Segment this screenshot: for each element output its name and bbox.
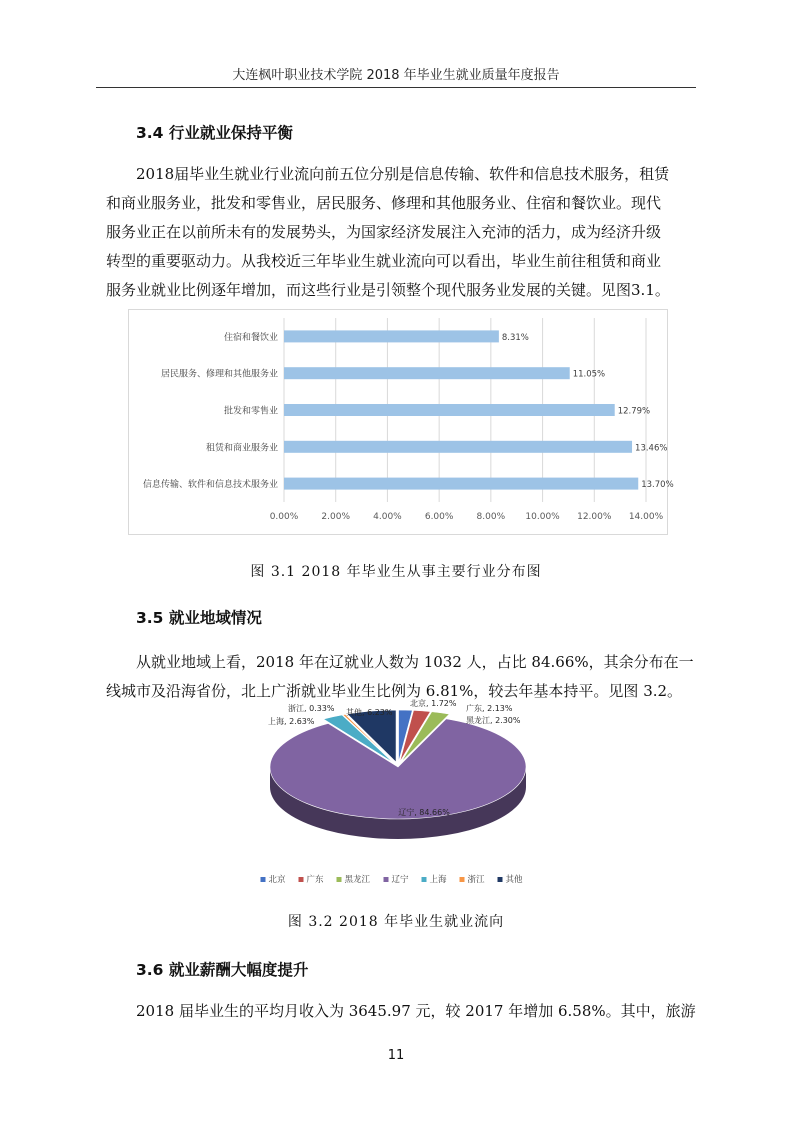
legend-swatch xyxy=(460,877,465,882)
legend-entry: 广东 xyxy=(306,875,324,885)
figure-caption-3-1: 图 3.1 2018 年毕业生从事主要行业分布图 xyxy=(250,564,542,580)
legend-swatch xyxy=(422,877,427,882)
legend-swatch xyxy=(384,877,389,882)
x-tick-label: 14.00% xyxy=(628,512,664,522)
legend-entry: 其他 xyxy=(505,875,523,885)
legend-swatch xyxy=(498,877,503,882)
industry-bar-chart xyxy=(128,309,674,535)
x-tick-label: 2.00% xyxy=(321,512,351,522)
legend-entry: 辽宁 xyxy=(391,875,409,885)
bar-value-label: 8.31% xyxy=(501,332,529,343)
bar xyxy=(284,478,638,490)
x-tick-label: 12.00% xyxy=(577,512,612,522)
region-pie-chart-svg xyxy=(248,697,548,893)
y-category-label: 信息传输、软件和信息技术服务业 xyxy=(142,480,278,491)
legend-entry: 浙江 xyxy=(467,875,485,885)
region-pie-chart xyxy=(248,697,548,893)
pie-top-group xyxy=(270,710,526,819)
bar-value-label: 12.79% xyxy=(617,406,651,417)
section-heading-3-6: 3.6 就业薪酬大幅度提升 xyxy=(136,961,309,979)
bar xyxy=(284,441,632,453)
bar xyxy=(284,367,570,379)
paragraph-line: 转型的重要驱动力。从我校近三年毕业生就业流向可以看出，毕业生前往租赁和商业 xyxy=(106,252,662,270)
paragraph-line: 服务业正在以前所未有的发展势头，为国家经济发展注入充沛的活力，成为经济升级 xyxy=(106,223,662,241)
y-category-label: 居民服务、修理和其他服务业 xyxy=(160,369,278,380)
x-tick-label: 6.00% xyxy=(424,512,454,522)
pie-slice xyxy=(270,719,526,819)
bar-value-label: 11.05% xyxy=(572,369,606,380)
pie-data-label: 上海, 2.63% xyxy=(268,717,315,726)
pie-data-label: 北京, 1.72% xyxy=(410,699,457,708)
section-heading-3-5: 3.5 就业地域情况 xyxy=(136,609,262,627)
y-category-label: 批发和零售业 xyxy=(223,406,278,417)
paragraph-line: 2018届毕业生就业行业流向前五位分别是信息传输、软件和信息技术服务，租赁 xyxy=(136,165,670,183)
legend-entry: 黑龙江 xyxy=(344,875,371,885)
legend-swatch xyxy=(337,877,342,882)
pie-data-label: 黑龙江, 2.30% xyxy=(466,716,521,725)
industry-bar-chart-svg xyxy=(129,310,674,534)
figure-caption-3-2: 图 3.2 2018 年毕业生就业流向 xyxy=(287,914,505,930)
bar xyxy=(284,404,615,416)
legend-entry: 北京 xyxy=(268,875,286,885)
paragraph-line: 服务业就业比例逐年增加，而这些行业是引领整个现代服务业发展的关键。见图3.1。 xyxy=(106,281,670,299)
bar-value-label: 13.46% xyxy=(635,443,668,454)
bar-value-label: 13.70% xyxy=(641,480,674,491)
x-tick-label: 10.00% xyxy=(525,512,560,522)
bar xyxy=(284,330,499,342)
x-tick-label: 4.00% xyxy=(373,512,402,522)
pie-data-label: 浙江, 0.33% xyxy=(288,704,335,713)
x-tick-label: 0.00% xyxy=(269,512,299,522)
page-header: 大连枫叶职业技术学院 2018 年毕业生就业质量年度报告 xyxy=(232,68,560,83)
header-rule xyxy=(96,87,696,88)
page-number: 11 xyxy=(387,1048,405,1063)
paragraph-line: 从就业地域上看，2018 年在辽就业人数为 1032 人，占比 84.66%，其余分布在一 xyxy=(136,653,694,671)
pie-data-label: 辽宁, 84.66% xyxy=(398,808,450,817)
x-tick-label: 8.00% xyxy=(476,512,506,522)
section-3-4-paragraph xyxy=(106,160,702,305)
pie-data-label: 其他, 6.23% xyxy=(346,708,393,717)
y-category-label: 租赁和商业服务业 xyxy=(205,443,278,454)
legend-swatch xyxy=(299,877,304,882)
legend-entry: 上海 xyxy=(429,875,447,885)
paragraph-line: 线城市及沿海省份，北上广浙就业毕业生比例为 6.81%，较去年基本持平。见图 3.2。 xyxy=(106,682,683,700)
paragraph-line: 2018 届毕业生的平均月收入为 3645.97 元，较 2017 年增加 6.58%。其中，旅游 xyxy=(136,1002,696,1020)
y-category-label: 住宿和餐饮业 xyxy=(223,332,278,343)
section-heading-3-4: 3.4 行业就业保持平衡 xyxy=(136,124,293,142)
section-3-6-paragraph xyxy=(136,997,702,1026)
paragraph-line: 和商业服务业，批发和零售业，居民服务、修理和其他服务业、住宿和餐饮业。现代 xyxy=(106,194,662,212)
legend-swatch xyxy=(261,877,266,882)
pie-data-label: 广东, 2.13% xyxy=(466,704,513,713)
